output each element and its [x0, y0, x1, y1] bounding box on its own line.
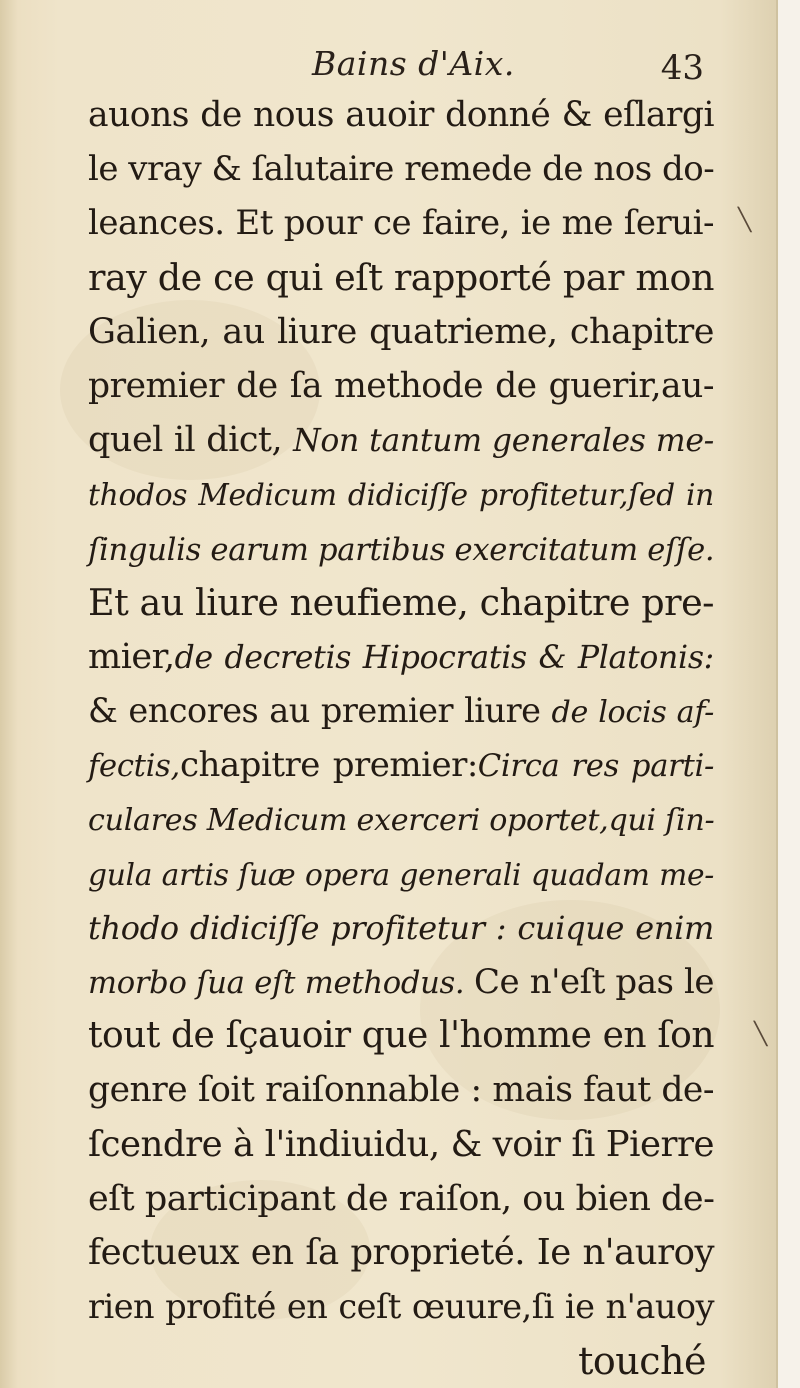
- roman-text: & encores au premier liure: [88, 691, 552, 731]
- text-line: [88, 413, 714, 467]
- margin-mark: ╲: [738, 208, 752, 233]
- catchword: touché: [578, 1339, 706, 1384]
- roman-text: quel il dict,: [88, 420, 294, 461]
- roman-text: Ce n'eſt pas le: [474, 962, 714, 1002]
- text-line: [88, 142, 714, 196]
- italic-text: thodo didiciſſe profitetur : cuique enim: [88, 908, 714, 947]
- text-line: [88, 1009, 714, 1063]
- roman-text: fectueux en ſa proprieté. Ie n'auroy: [88, 1231, 714, 1273]
- roman-text: Galien, au liure quatrieme, chapitre: [88, 311, 714, 352]
- italic-text: fectis,: [88, 749, 180, 785]
- text-line: [88, 1063, 714, 1117]
- page-number: 43: [660, 48, 704, 88]
- text-line: [88, 359, 714, 413]
- text-line: [88, 684, 714, 738]
- italic-text: de decretis Hipocratis & Platonis:: [174, 639, 714, 676]
- italic-text: ſingulis earum partibus exercitatum eſſe.: [88, 532, 715, 568]
- roman-text: rien profité en ceſt œuure,ſi ie n'auoy: [88, 1287, 714, 1327]
- roman-text: auons de nous auoir donné & eſlargi: [88, 95, 714, 135]
- text-line: [88, 847, 714, 901]
- roman-text: le vray & ſalutaire remede de nos do-: [88, 149, 715, 190]
- text-line: [88, 738, 714, 792]
- roman-text: tout de ſçauoir que l'homme en ſon: [88, 1015, 714, 1057]
- text-line: [88, 1172, 714, 1226]
- text-line: [88, 305, 714, 359]
- italic-text: gula artis ſuæ opera generali quadam me-: [88, 857, 714, 893]
- roman-text: Et au liure neufieme, chapitre pre-: [88, 580, 714, 624]
- roman-text: ray de ce qui eſt rapporté par mon: [88, 255, 714, 299]
- text-line: [88, 792, 714, 846]
- italic-text: Non tantum generales me-: [293, 423, 714, 460]
- page-edge: [776, 0, 800, 1388]
- text-line: [88, 88, 714, 142]
- roman-text: mier,: [88, 636, 175, 677]
- roman-text: chapitre premier:: [179, 745, 478, 786]
- roman-text: genre ſoit raiſonnable : mais faut de-: [88, 1070, 714, 1111]
- text-line: [88, 196, 714, 250]
- italic-text: de locis af-: [551, 695, 715, 731]
- text-line: [88, 576, 714, 630]
- text-line: [88, 251, 714, 305]
- page-header: [88, 38, 718, 94]
- italic-text: thodos Medicum didiciſſe profitetur,ſed in: [88, 478, 714, 514]
- text-line: [88, 630, 714, 684]
- margin-mark: ╲: [754, 1022, 768, 1047]
- text-line: [88, 1226, 714, 1280]
- italic-text: Circa res parti-: [477, 749, 714, 785]
- roman-text: eſt participant de raiſon, ou bien de-: [88, 1178, 715, 1219]
- italic-text: culares Medicum exerceri oportet,qui ſin-: [88, 803, 715, 839]
- text-line: [88, 1280, 714, 1334]
- text-line: [88, 955, 714, 1009]
- running-head: Bains d'Aix.: [312, 44, 515, 83]
- roman-text: leances. Et pour ce faire, ie me ſerui-: [88, 203, 714, 244]
- body-text: [88, 88, 714, 1388]
- roman-text: premier de ſa methode de guerir,au-: [88, 365, 714, 406]
- text-line: [88, 901, 714, 955]
- italic-text: morbo ſua eſt methodus.: [88, 966, 475, 1001]
- text-line: [88, 1118, 714, 1172]
- text-line: [88, 467, 714, 521]
- text-line: [88, 522, 714, 576]
- roman-text: ſcendre à l'indiuidu, & voir ſi Pierre: [88, 1123, 714, 1165]
